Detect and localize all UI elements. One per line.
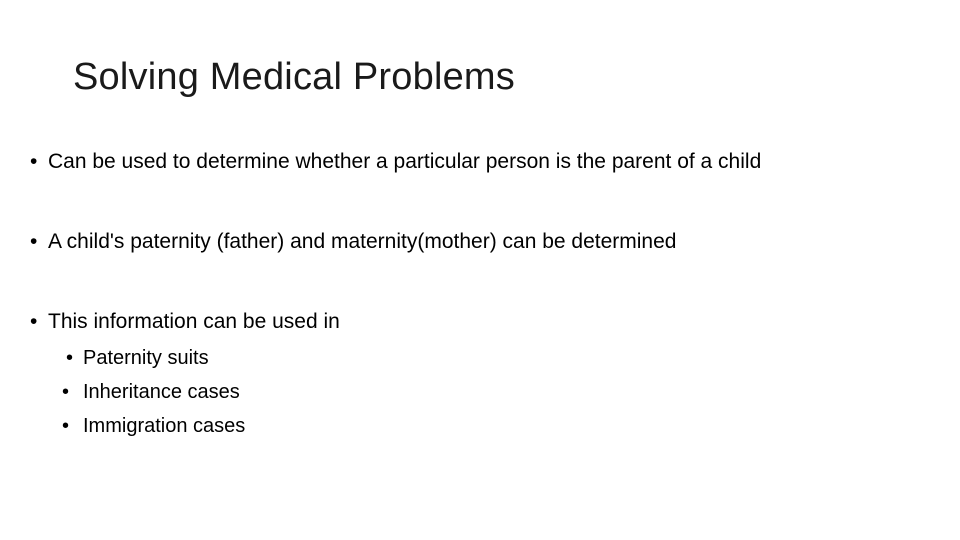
sub-bullet-dot-icon: • bbox=[66, 347, 74, 369]
sub-bullet-list bbox=[53, 341, 245, 443]
sub-bullet-text: Inheritance cases bbox=[83, 381, 240, 403]
sub-bullet-dot-icon: • bbox=[62, 415, 70, 437]
bullet-dot-icon: • bbox=[30, 310, 38, 333]
bullet-item bbox=[30, 225, 950, 259]
bullet-list bbox=[30, 145, 950, 339]
sub-bullet-dot-icon: • bbox=[62, 381, 70, 403]
bullet-text: Can be used to determine whether a particular person is the parent of a child bbox=[48, 150, 762, 173]
bullet-text: This information can be used in bbox=[48, 310, 340, 333]
bullet-item bbox=[30, 145, 950, 179]
sub-bullet-text: Immigration cases bbox=[83, 415, 246, 437]
bullet-dot-icon: • bbox=[30, 150, 38, 173]
bullet-text: A child's paternity (father) and maternity(mother) can be determined bbox=[48, 230, 677, 253]
sub-bullet-item bbox=[53, 409, 245, 443]
sub-bullet-item bbox=[53, 375, 245, 409]
bullet-item bbox=[30, 305, 950, 339]
bullet-dot-icon: • bbox=[30, 230, 38, 253]
sub-bullet-item bbox=[53, 341, 245, 375]
slide-title: Solving Medical Problems bbox=[73, 56, 515, 98]
sub-bullet-text: Paternity suits bbox=[83, 347, 209, 369]
